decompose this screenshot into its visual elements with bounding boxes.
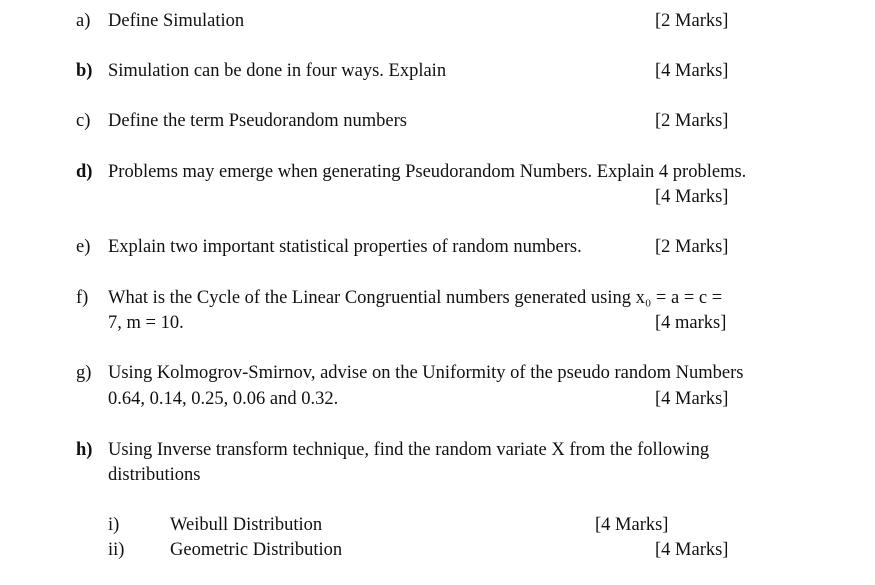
marks: [2 Marks] xyxy=(655,237,729,257)
question-text: Simulation can be done in four ways. Explain xyxy=(108,61,447,81)
question-label: d) xyxy=(76,162,93,182)
marks: [4 Marks] xyxy=(655,389,729,409)
question-label: c) xyxy=(76,111,91,131)
marks: [4 Marks] xyxy=(655,61,729,81)
question-text-cont: 7, m = 10. xyxy=(108,313,184,333)
marks: [2 Marks] xyxy=(655,11,729,31)
subquestion-text: Geometric Distribution xyxy=(170,540,343,560)
subquestion-label: i) xyxy=(108,515,120,535)
question-label: g) xyxy=(76,363,92,383)
question-label: f) xyxy=(76,288,89,308)
marks: [4 Marks] xyxy=(655,187,729,207)
question-label: e) xyxy=(76,237,91,257)
question-text: Define Simulation xyxy=(108,11,245,31)
marks: [4 Marks] xyxy=(655,540,729,560)
question-text: What is the Cycle of the Linear Congruential numbers generated using x₀ = a = c = xyxy=(108,288,723,308)
question-text: Using Inverse transform technique, find the random variate X from the following xyxy=(108,440,710,460)
question-text: Explain two important statistical properties of random numbers. xyxy=(108,237,582,257)
subquestion-label: ii) xyxy=(108,540,125,560)
subquestion-text: Weibull Distribution xyxy=(170,515,323,535)
marks: [2 Marks] xyxy=(655,111,729,131)
question-label: b) xyxy=(76,61,93,81)
question-text: Problems may emerge when generating Pseudorandom Numbers. Explain 4 problems. xyxy=(108,162,747,182)
question-label: h) xyxy=(76,440,93,460)
question-text: Using Kolmogrov-Smirnov, advise on the Uniformity of the pseudo random Numbers xyxy=(108,363,744,383)
marks: [4 Marks] xyxy=(595,515,669,535)
marks: [4 marks] xyxy=(655,313,727,333)
question-text-cont: distributions xyxy=(108,465,201,485)
question-label: a) xyxy=(76,11,91,31)
question-text: Define the term Pseudorandom numbers xyxy=(108,111,408,131)
question-text-cont: 0.64, 0.14, 0.25, 0.06 and 0.32. xyxy=(108,389,339,409)
